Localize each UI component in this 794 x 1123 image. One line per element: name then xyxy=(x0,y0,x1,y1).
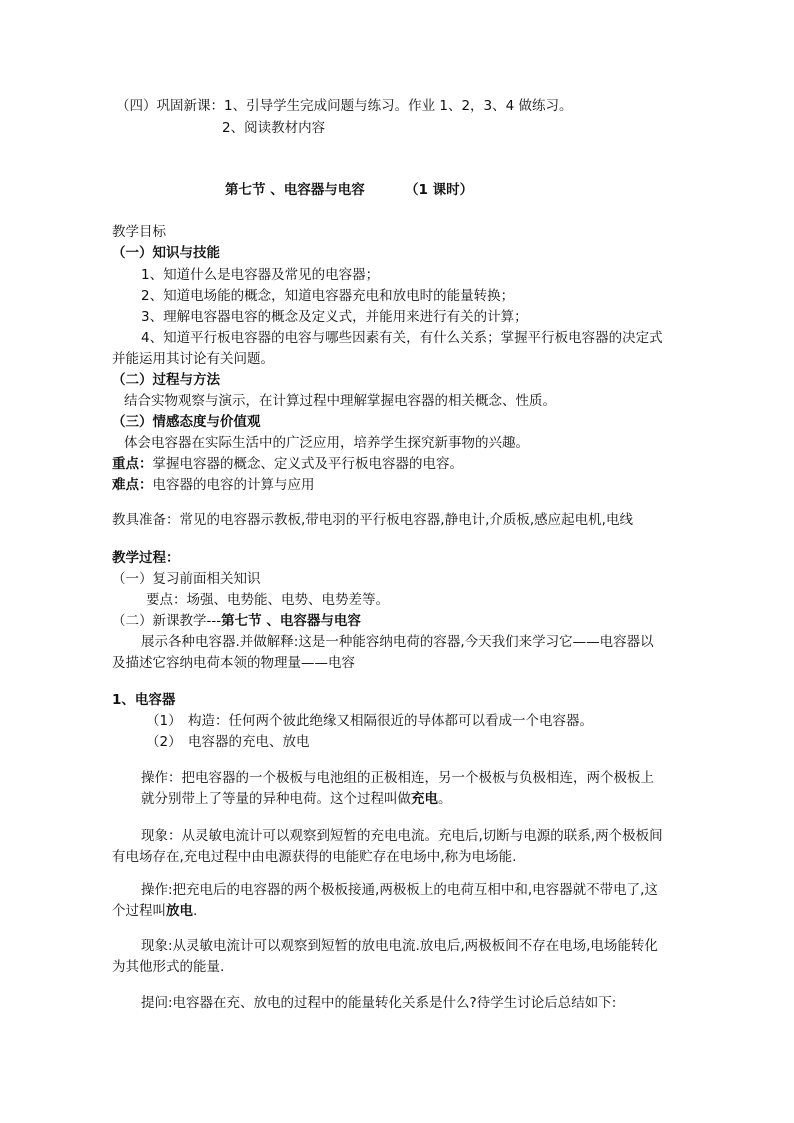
emotion-heading: （三）情感态度与价值观 xyxy=(112,414,261,430)
discharge-term: 放电 xyxy=(166,903,193,919)
knowledge-heading: （一）知识与技能 xyxy=(112,245,220,261)
capacitor-heading: 1、电容器 xyxy=(112,692,176,708)
equipment-line: 教具准备：常见的电容器示教板,带电羽的平行板电容器,静电计,介质板,感应起电机,电线 xyxy=(112,512,633,528)
charging-operation-line-2 xyxy=(141,789,452,809)
discharge-operation-end: . xyxy=(193,903,198,919)
knowledge-item-3: 3、理解电容器电容的概念及定义式，并能用来进行有关的计算； xyxy=(141,309,528,325)
discharge-operation-text: 个过程叫 xyxy=(112,903,166,919)
charging-term: 充电 xyxy=(411,791,438,807)
discussion-question: 提问:电容器在充、放电的过程中的能量转化关系是什么?待学生讨论后总结如下: xyxy=(141,995,617,1011)
knowledge-item-4-line-2: 并能运用其讨论有关问题。 xyxy=(112,351,274,367)
item-2-number: （2） xyxy=(146,734,182,750)
section-title: 第七节 、电容器与电容 xyxy=(225,182,365,198)
new-lesson-prefix: （二）新课教学--- xyxy=(112,613,222,629)
objectives-heading: 教学目标 xyxy=(112,224,166,240)
item-1-text: 构造：任何两个彼此绝缘又相隔很近的导体都可以看成一个电容器。 xyxy=(188,713,593,729)
charging-operation-line-1: 操作：把电容器的一个极板与电池组的正极相连，另一个极板与负极相连，两个极板上 xyxy=(141,770,654,786)
intro-line-2: 及描述它容纳电荷本领的物理量——电容 xyxy=(112,655,355,671)
intro-line-1: 展示各种电容器.并做解释:这是一种能容纳电荷的容器,今天我们来学习它——电容器以 xyxy=(141,634,654,650)
discharge-operation-line-1: 操作:把充电后的电容器的两个极板接通,两极板上的电荷互相中和,电容器就不带电了,这 xyxy=(141,882,658,898)
section-title-hours: （1 课时） xyxy=(405,182,474,198)
review-points: 要点：场强、电势能、电势、电势差等。 xyxy=(146,592,389,608)
difficult-point-text: 电容器的电容的计算与应用 xyxy=(152,477,315,493)
emotion-text: 体会电容器在实际生活中的广泛应用，培养学生探究新事物的兴趣。 xyxy=(124,435,529,451)
knowledge-item-4-line-1: 4、知道平行板电容器的电容与哪些因素有关，有什么关系；掌握平行板电容器的决定式 xyxy=(141,330,663,346)
consolidation-line-2: 2、阅读教材内容 xyxy=(222,120,326,136)
knowledge-item-1: 1、知道什么是电容器及常见的电容器； xyxy=(141,267,380,283)
key-point xyxy=(112,454,463,474)
key-point-label: 重点： xyxy=(112,456,153,472)
charging-operation-text: 就分别带上了等量的异种电荷。这个过程叫做 xyxy=(141,791,411,807)
knowledge-item-2: 2、知道电场能的概念，知道电容器充电和放电时的能量转换； xyxy=(141,288,515,304)
discharge-phenomenon-line-1: 现象:从灵敏电流计可以观察到短暂的放电电流.放电后,两极板间不存在电场,电场能转化 xyxy=(141,938,658,954)
process-method-text: 结合实物观察与演示，在计算过程中理解掌握电容器的相关概念、性质。 xyxy=(124,393,556,409)
charging-operation-end: 。 xyxy=(438,791,452,807)
charging-phenomenon-line-2: 有电场存在,充电过程中由电源获得的电能贮存在电场中,称为电场能. xyxy=(112,849,517,865)
item-2-text: 电容器的充电、放电 xyxy=(188,734,310,750)
difficult-point xyxy=(112,475,315,495)
teaching-process-heading: 教学过程： xyxy=(112,550,180,566)
process-method-heading: （二）过程与方法 xyxy=(112,372,220,388)
discharge-operation-line-2 xyxy=(112,901,197,921)
discharge-phenomenon-line-2: 为其他形式的能量. xyxy=(112,959,225,975)
key-point-text: 掌握电容器的概念、定义式及平行板电容器的电容。 xyxy=(152,456,463,472)
new-lesson-heading xyxy=(112,611,361,631)
charging-phenomenon-line-1: 现象：从灵敏电流计可以观察到短暂的充电电流。充电后,切断与电源的联系,两个极板间 xyxy=(141,828,663,844)
item-1-number: （1） xyxy=(146,713,182,729)
consolidation-line-1: （四）巩固新课：1、引导学生完成问题与练习。作业 1、2，3、4 做练习。 xyxy=(116,98,573,114)
review-heading: （一）复习前面相关知识 xyxy=(112,571,261,587)
difficult-point-label: 难点： xyxy=(112,477,153,493)
new-lesson-title: 第七节 、电容器与电容 xyxy=(221,613,361,629)
